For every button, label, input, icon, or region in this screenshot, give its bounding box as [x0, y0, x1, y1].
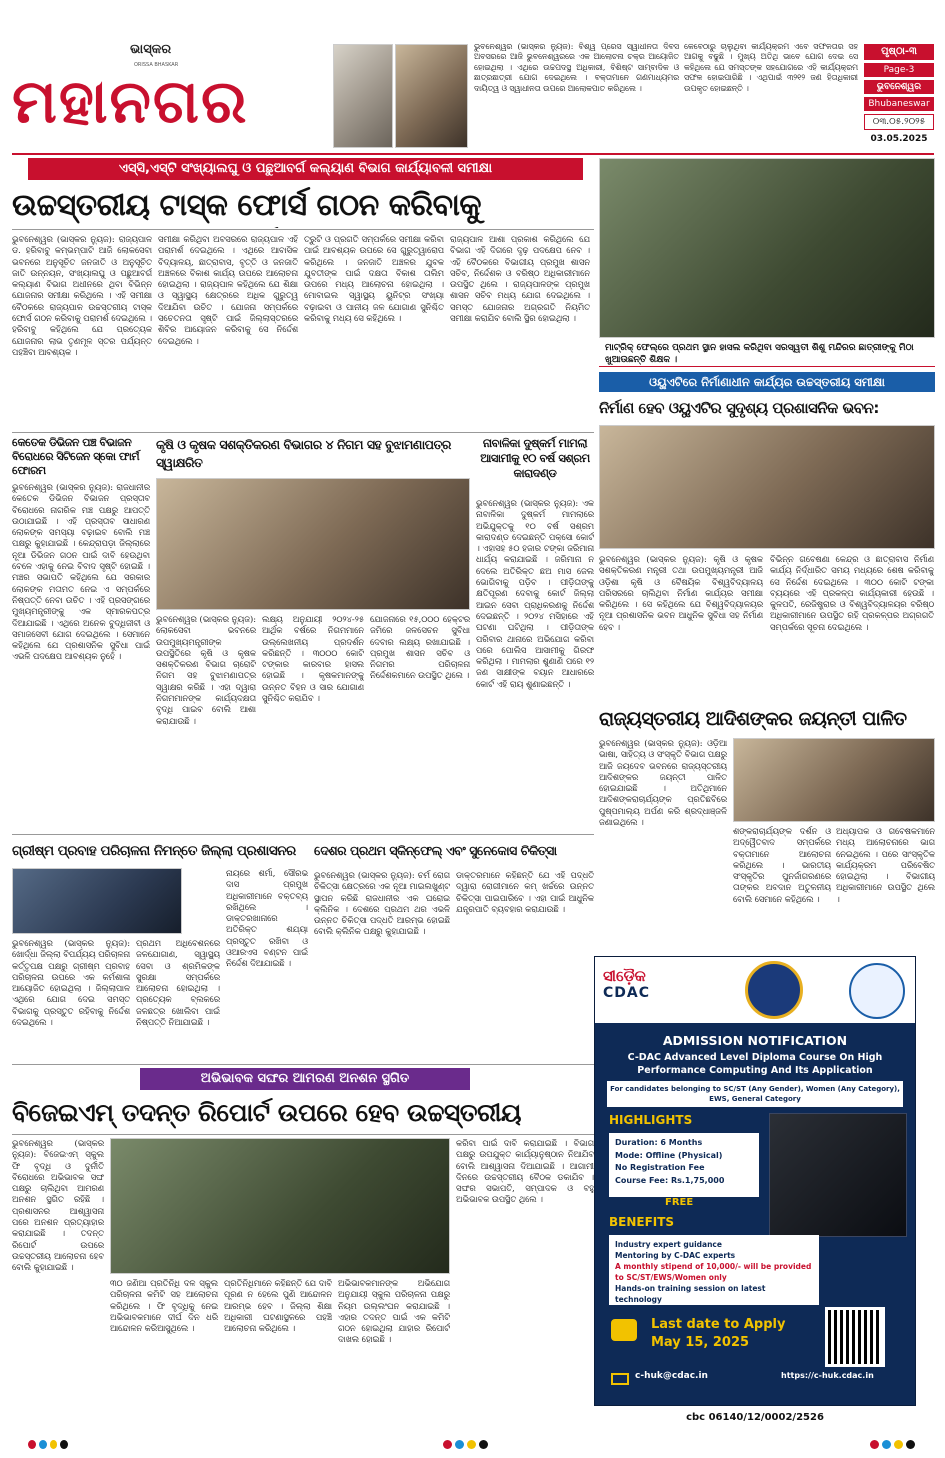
bjem-col1: ଭୁବନେଶ୍ୱର (ଭାସ୍କର ନ୍ୟୁଜ): ବିଜେଇଏମ୍ ସ୍କୁଲ ଫି ବୃଦ୍ଧି ଓ ଦୁର୍ନୀତି ବିରୋଧରେ ଅଭିଭାବକ ସଙ୍ଘ ପକ୍ଷରୁ ଚାଲିଥିବା ଆମରଣ ଅନଶନ ସ୍ଥଗିତ ରହିଛି । ପ୍ରଶାସନର ଆଶ୍ୱାସନା ପରେ ଅନଶନ ପ୍ରତ୍ୟାହାର କରାଯାଇଛି । ତଦନ୍ତ ରିପୋର୍ଟ ଉପରେ ଉଚ୍ଚସ୍ତରୀୟ ଆଲୋଚନା ହେବ ବୋଲି କୁହାଯାଇଛି ।	[12, 1138, 104, 1273]
side1-body: ଭୁବନେଶ୍ୱର (ଭାସ୍କର ନ୍ୟୁଜ): ରାଜଧାନୀର କେତେକ ଡିଭିଜନ ବିଭାଜନ ପ୍ରସ୍ତାବ ବିରୋଧରେ ନାଗରିକ ମଞ୍ଚ ପକ୍ଷରୁ ଆପତ୍ତି ଉଠାଯାଇଛି । ଏହି ପ୍ରସ୍ତାବ ସାଧାରଣ ଲୋକଙ୍କ ସମସ୍ୟା ବଢ଼ାଇବ ବୋଲି ମଞ୍ଚ ପକ୍ଷରୁ କୁହାଯାଇଛି । କେନ୍ଦ୍ରାପଡ଼ା ଜିଲ୍ଲାରେ ନୂଆ ଡିଭିଜନ ଗଠନ ପାଇଁ ଦାବି ହେଉଥିବା ବେଳେ ଏହାକୁ ନେଇ ବିବାଦ ସୃଷ୍ଟି ହୋଇଛି । ମଞ୍ଚର ସଭାପତି କହିଥିଲେ ଯେ ସରକାର ଲୋକଙ୍କ ମତାମତ ନେଇ ଏ ସମ୍ପର୍କରେ ନିଷ୍ପତ୍ତି ନେବା ଉଚିତ । ଏହି ପ୍ରସଙ୍ଗରେ ମୁଖ୍ୟମନ୍ତ୍ରୀଙ୍କୁ ଏକ ସ୍ମାରକପତ୍ର ଦିଆଯାଇଛି । ଏଥିରେ ଅନେକ ବୁଦ୍ଧିଜୀବୀ ଓ ସମାଜସେବୀ ଯୋଗ ଦେଇଥିଲେ । ସେମାନେ କହିଥିଲେ ଯେ ପ୍ରଶାସନିକ ସୁବିଧା ପାଇଁ ଏଭଳି ପଦକ୍ଷେପ ଆବଶ୍ୟକ ନୁହେଁ ।	[12, 482, 150, 662]
email-icon	[611, 1373, 629, 1385]
ad-highlight-item: No Registration Fee	[615, 1163, 705, 1172]
bjem-headline: ବିଜେଇଏମ୍ ତଦନ୍ତ ରିପୋର୍ଟ ଉପରେ ହେବ ଉଚ୍ଚସ୍ତରୀୟ	[12, 1098, 522, 1127]
ad-benefit-item: Mentoring by C-DAC experts	[615, 1251, 736, 1260]
story1-headline: ଉଚ୍ଚସ୍ତରୀୟ ଟାସ୍କ ଫୋର୍ସ ଗଠନ କରିବାକୁ	[12, 188, 482, 223]
registration-dot	[443, 1440, 452, 1449]
ouat-photo	[599, 425, 935, 549]
page-badge	[864, 44, 934, 148]
jayanti-headline: ରାଜ୍ୟସ୍ତରୀୟ ଆଦିଶଙ୍କର ଜୟନ୍ତୀ ପାଳିତ	[599, 708, 907, 730]
bjem-photo	[110, 1138, 450, 1274]
side2-headline: ନାବାଳିକା ଦୁଷ୍କର୍ମ ମାମଲା ଆସାମୀକୁ ୧୦ ବର୍ଷ ସଶ୍ରମ କାରାଦଣ୍ଡ	[480, 436, 590, 480]
jayanti-col2: ଶଙ୍କରାଚାର୍ଯ୍ୟଙ୍କ ଦର୍ଶନ ଓ ଅଦ୍ୱୈତବାଦ ସମ୍ପର୍କରେ ବକ୍ତାମାନେ ଆଲୋଚନା କରିଥିଲେ । ଭାରତୀୟ ସଂସ୍କୃତିର ପୁନର୍ଜାଗରଣରେ ତାଙ୍କର ଅବଦାନ ଅତୁଳନୀୟ ବୋଲି ସେମାନେ କହିଥିଲେ ।	[733, 826, 831, 904]
ad-subtitle: C-DAC Advanced Level Diploma Course On High Performance Computing And Its Application	[627, 1052, 883, 1076]
ouat-headline: ନିର୍ମାଣ ହେବ ଓୟୁଏଟିର ସୁଦୃଶ୍ୟ ପ୍ରଶାସନିକ ଭବନ:	[599, 399, 879, 417]
ad-device-image	[769, 1113, 907, 1237]
registration-dot	[870, 1440, 879, 1449]
krushi-col3: ଯୋଜନାରେ ୧୫,୦୦୦ ହେକ୍ଟର ଜମିରେ ଜଳସେଚନ ସୁବିଧା ଦେବାର ଲକ୍ଷ୍ୟ ରଖାଯାଇଛି । ପ୍ରମୁଖ ଶାସନ ସଚିବ ଓ ନିଗମର ପରିଚାଳନା ନିର୍ଦ୍ଦେଶକମାନେ ଉପସ୍ଥିତ ଥିଲେ ।	[370, 614, 470, 681]
ad-benefit-item: Industry expert guidance	[615, 1240, 722, 1249]
registration-dot	[39, 1440, 47, 1449]
cdac-logo-en: CDAC	[603, 985, 651, 1001]
ad-email: c-huk@cdac.in	[635, 1371, 708, 1381]
cdac-logo	[603, 967, 683, 1001]
clinic-headline: ଦେଶର ପ୍ରଥମ ସ୍କିନ୍‌ଫେଲ୍ ଏବଂ ସୁନେକୋସ ଚିକିତ୍ସା	[314, 843, 557, 858]
jayanti-col3: ଅଧ୍ୟାପକ ଓ ଗବେଷକମାନେ ମଧ୍ୟ ଆଲୋଚନାରେ ଭାଗ ନେଇଥିଲେ । ପରେ ସାଂସ୍କୃତିକ କାର୍ଯ୍ୟକ୍ରମ ପରିବେଷିତ ହୋଇଥିଲା । ବିଭାଗୀୟ ଅଧିକାରୀମାନେ ଉପସ୍ଥିତ ଥିଲେ ।	[836, 826, 935, 904]
bjem-col4: ଅଭିଭାବକମାନଙ୍କ ଅଭିଯୋଗ ଅନୁଯାୟୀ ସ୍କୁଲ ପରିଚାଳନା ପକ୍ଷରୁ ନିୟମ ଉଲ୍ଲଂଘନ କରାଯାଇଛି । ଏହାର ତଦନ୍ତ ପାଇଁ ଏକ କମିଟି ଗଠନ ହୋଇଥିଲା ଯାହାର ରିପୋର୍ଟ ଦାଖଲ ହୋଇଛି ।	[338, 1278, 450, 1345]
heat-photo	[12, 868, 182, 934]
ad-benefits-box	[609, 1235, 819, 1305]
top-strip-text-1: ଭୁବନେଶ୍ୱର (ଭାସ୍କର ନ୍ୟୁଜ): ବିଶ୍ୱ ପ୍ରେସ ସ୍ୱାଧୀନତା ଦିବସ ଅବସରରେ ଆଜି ଭୁବନେଶ୍ୱରରେ ଏକ ଆଲୋଚନା ଚକ୍ର ଆୟୋଜିତ ହୋଇଥିଲା । ଏଥିରେ ଉଚ୍ଚପଦସ୍ଥ ଅଧିକାରୀ, ବିଶିଷ୍ଟ ସାମ୍ବାଦିକ ଓ ଛାତ୍ରଛାତ୍ରୀ ଯୋଗ ଦେଇଥିଲେ । ବକ୍ତାମାନେ ଗଣମାଧ୍ୟମର ଦାୟିତ୍ୱ ଓ ସ୍ୱାଧୀନତା ଉପରେ ଆଲୋକପାତ କରିଥିଲେ ।	[474, 42, 679, 93]
cdac-ad-top	[595, 957, 915, 1023]
megaphone-icon	[611, 1319, 637, 1341]
registration-dot	[50, 1440, 58, 1449]
date-en: 03.05.2025	[870, 134, 928, 144]
jayanti-photo	[733, 738, 935, 822]
cdac-logo-or: ସୀଡ଼ୈକ	[603, 967, 646, 985]
krushi-col1: ଭୁବନେଶ୍ୱର (ଭାସ୍କର ନ୍ୟୁଜ): ଲୋକସେବା ଭବନରେ ଉପମୁଖ୍ୟମନ୍ତ୍ରୀଙ୍କ ଉପସ୍ଥିତିରେ କୃଷି ଓ କୃଷକ ସଶକ୍ତିକରଣ ବିଭାଗ ଚାରୋଟି ନିଗମ ସହ ବୁଝାମଣାପତ୍ର ସ୍ୱାକ୍ଷର କରିଛି । ଏହା ଦ୍ୱାରା ନିଗମମାନଙ୍କ କାର୍ଯ୍ୟଦକ୍ଷତା ବୃଦ୍ଧି ପାଇବ ବୋଲି ଆଶା କରାଯାଉଛି ।	[156, 614, 256, 726]
masthead-rule	[12, 153, 934, 155]
ad-benefits-title: BENEFITS	[609, 1215, 675, 1229]
registration-dot	[894, 1440, 903, 1449]
story1-col4: ରାଜ୍ୟପାଳ ଆଶା ପ୍ରକାଶ କରିଥିଲେ ଯେ ବିଭାଗ ଏହି ଦିଗରେ ଦୃଢ଼ ପଦକ୍ଷେପ ନେବ । ଏହି ବୈଠକରେ ବିଭାଗୀୟ ପ୍ରମୁଖ ଶାସନ ସଚିବ, ନିର୍ଦ୍ଦେଶକ ଓ ବରିଷ୍ଠ ଅଧିକାରୀମାନେ ଉପସ୍ଥିତ ଥିଲେ । ରାଜ୍ୟପାଳଙ୍କ ପ୍ରମୁଖ ଶାସନ ସଚିବ ମଧ୍ୟ ଯୋଗ ଦେଇଥିଲେ । ସମସ୍ତ ଯୋଜନାର ଅଗ୍ରଗତି ନିୟମିତ ସମୀକ୍ଷା କରାଯିବ ବୋଲି ସ୍ଥିର ହୋଇଥିଲା ।	[450, 234, 590, 324]
ad-benefit-item: A monthly stipend of 10,000/- will be provided to SC/ST/EWS/Women only	[615, 1262, 812, 1282]
reg-dot-center	[443, 1440, 503, 1450]
ouat-col1: ଭୁବନେଶ୍ୱର (ଭାସ୍କର ନ୍ୟୁଜ): କୃଷି ଓ କୃଷକ ସଶକ୍ତିକରଣ ମନ୍ତ୍ରୀ ତଥା ଉପମୁଖ୍ୟମନ୍ତ୍ରୀ ଆଜି ଓଡ଼ିଶା କୃଷି ଓ ବୈଷୟିକ ବିଶ୍ୱବିଦ୍ୟାଳୟ ପରିସରରେ ଚାଲିଥିବା ନିର୍ମାଣ କାର୍ଯ୍ୟର ସମୀକ୍ଷା କରିଥିଲେ । ସେ କହିଥିଲେ ଯେ ବିଶ୍ୱବିଦ୍ୟାଳୟର ନୂଆ ପ୍ରଶାସନିକ ଭବନ ଆଧୁନିକ ସୁବିଧା ସହ ନିର୍ମାଣ ହେବ ।	[599, 554, 763, 632]
ad-title: ADMISSION NOTIFICATION	[662, 1033, 848, 1048]
footer-registration-marks	[0, 1438, 945, 1452]
clinic-col1: ଭୁବନେଶ୍ୱର (ଭାସ୍କର ନ୍ୟୁଜ): ଚର୍ମ ରୋଗ ଚିକିତ୍ସା କ୍ଷେତ୍ରରେ ଏକ ନୂଆ ମାଇଲଖୁଣ୍ଟ ସ୍ଥାପନ କରିଛି ରାଜଧାନୀର ଏକ ଘରୋଇ କ୍ଲିନିକ । ଦେଶରେ ପ୍ରଥମ ଥର ଏଭଳି ଉନ୍ନତ ଚିକିତ୍ସା ପଦ୍ଧତି ଆରମ୍ଭ ହୋଇଛି ବୋଲି କ୍ଲିନିକ ପକ୍ଷରୁ କୁହାଯାଇଛି ।	[314, 870, 450, 937]
side1-headline: କେତେକ ଡିଭିଜନ ପଞ୍ଚ ବିଭାଜନ ବିରୋଧରେ ସିଟିଜେନ ସ୍କୋ ଫାର୍ମ ଫୋରମ	[12, 436, 140, 477]
ad-eligibility: For candidates belonging to SC/ST (Any Gender), Women (Any Category), EWS, General Category	[607, 1081, 903, 1107]
registration-dot	[906, 1440, 915, 1449]
ad-free-badge: FREE	[665, 1197, 694, 1208]
story1-kicker: ଏସ୍‌ସି,ଏସ୍‌ଟି ସଂଖ୍ୟାଲଘୁ ଓ ପଛୁଆବର୍ଗ କଲ୍ୟାଣ ବିଭାଗ କାର୍ଯ୍ୟାବଳୀ ସମୀକ୍ଷା	[28, 158, 583, 180]
seal-icon	[745, 961, 803, 1019]
bjem-col2: ୩୦ ଜଣିଆ ପ୍ରତିନିଧି ଦଳ ସ୍କୁଲ ପରିଚାଳନା କମିଟି ସହ ଆଲୋଚନା କରିଥିଲେ । ଫି ବୃଦ୍ଧିକୁ ନେଇ ଅଭିଭାବକମାନେ ଦୀର୍ଘ ଦିନ ଧରି ଆନ୍ଦୋଳନ କରିଆସୁଥିଲେ ।	[110, 1278, 218, 1334]
ad-highlights-box	[609, 1133, 759, 1197]
side1-rule	[12, 432, 594, 433]
page-number-or: ପୃଷ୍ଠା-୩	[864, 44, 934, 60]
heat-col2: ପ୍ରଥମ ଅଧିବେଶନରେ ଜଳଯୋଗାଣ, ସ୍ୱାସ୍ଥ୍ୟ ସେବା ଓ ଶ୍ରମିକଙ୍କ ସୁରକ୍ଷା ସମ୍ପର୍କରେ ଆଲୋଚନା ହୋଇଥିଲା । ପ୍ରତ୍ୟେକ ବ୍ଲକରେ ଜଳଛତ୍ର ଖୋଲିବା ପାଇଁ ନିଷ୍ପତ୍ତି ନିଆଯାଇଛି ।	[136, 938, 220, 1028]
bjem-rule	[12, 1134, 594, 1135]
top-photo-1	[333, 44, 393, 148]
ad-deadline-2: May 15, 2025	[651, 1335, 750, 1350]
registration-dot	[455, 1440, 464, 1449]
ad-code: cbc 06140/12/0002/2526	[686, 1412, 824, 1423]
ad-url: https://c-huk.cdac.in	[781, 1371, 874, 1380]
mid-rule	[12, 834, 594, 835]
bjem-kicker: ଅଭିଭାବକ ସଙ୍ଘର ଆମରଣ ଅନଶନ ସ୍ଥଗିତ	[140, 1068, 470, 1090]
reg-dot-right	[870, 1440, 930, 1450]
masthead-title: ମହାନଗର	[12, 67, 249, 137]
photo-students-caption: ମାଟ୍ରିକ୍ ଫେଲ୍‌ରେ ପ୍ରଥମ ସ୍ଥାନ ହାସଲ କରିଥିବା ସରସ୍ୱତୀ ଶିଶୁ ମନ୍ଦିରର ଛାତ୍ରୀଙ୍କୁ ମିଠା ଖୁଆଉଛନ୍ତି ଶିକ୍ଷକ ।	[605, 343, 914, 365]
ad-deadline-1: Last date to Apply	[651, 1317, 786, 1332]
ad-benefit-item: Hands-on training session on latest technology	[615, 1284, 766, 1304]
reg-dot-left	[28, 1440, 68, 1450]
brand-tag: ORISSA BHASKAR	[134, 62, 179, 68]
ad-highlight-item: Duration: 6 Months	[615, 1138, 703, 1147]
clinic-col2: ଡାକ୍ତରମାନେ କହିଛନ୍ତି ଯେ ଏହି ପଦ୍ଧତି ଦ୍ୱାରା ରୋଗୀମାନେ କମ୍ ଖର୍ଚ୍ଚରେ ଉନ୍ନତ ଚିକିତ୍ସା ପାଇପାରିବେ । ଏହା ପାଇଁ ଆଧୁନିକ ଯନ୍ତ୍ରପାତି ବ୍ୟବହାର କରାଯାଉଛି ।	[456, 870, 594, 914]
top-photo-2	[395, 44, 468, 148]
krushi-col2: ଲକ୍ଷ୍ୟ ଅନୁଯାୟୀ ୨୦୨୪-୨୫ ଆର୍ଥିକ ବର୍ଷରେ ନିଗମମାନେ ଉଲ୍ଲେଖନୀୟ ପ୍ରଦର୍ଶନ କରିଛନ୍ତି । ୩୦୦୦ କୋଟି ଟଙ୍କାର କାରବାର ହାସଲ ହୋଇଛି । କୃଷକମାନଙ୍କୁ ଉନ୍ନତ ବିହନ ଓ ସାର ଯୋଗାଣ ସୁନିଶ୍ଚିତ କରାଯିବ ।	[262, 614, 364, 704]
heat-col3: ନାୟରେ ଶର୍ମା, ସୌରଭ ଦାସ ପ୍ରମୁଖ ଅଧିକାରୀମାନେ ବକ୍ତବ୍ୟ ରଖିଥିଲେ । ଡାକ୍ତରଖାନାରେ ଅତିରିକ୍ତ ଶଯ୍ୟା ପ୍ରସ୍ତୁତ ରଖିବା ଓ ଓଆରଏସ ବଣ୍ଟନ ପାଇଁ ନିର୍ଦ୍ଦେଶ ଦିଆଯାଇଛି ।	[226, 868, 308, 969]
ad-highlight-item: Mode: Offline (Physical)	[615, 1150, 723, 1160]
registration-dot	[60, 1440, 68, 1449]
jayanti-col1: ଭୁବନେଶ୍ୱର (ଭାସ୍କର ନ୍ୟୁଜ): ଓଡ଼ିଆ ଭାଷା, ସାହିତ୍ୟ ଓ ସଂସ୍କୃତି ବିଭାଗ ପକ୍ଷରୁ ଆଜି ଜୟଦେବ ଭବନରେ ରାଜ୍ୟସ୍ତରୀୟ ଆଦିଶଙ୍କର ଜୟନ୍ତୀ ପାଳିତ ହୋଇଯାଇଛି । ଅତିଥିମାନେ ଆଦିଶଙ୍କରାଚାର୍ଯ୍ୟଙ୍କ ପ୍ରତିଛବିରେ ପୁଷ୍ପମାଲ୍ୟ ଅର୍ପଣ କରି ଶ୍ରଦ୍ଧାଞ୍ଜଳି ଜଣାଇଥିଲେ ।	[599, 738, 727, 828]
city-en: Bhubaneswar	[864, 97, 934, 111]
right-rule-1	[599, 366, 935, 367]
heat-headline: ଗ୍ରୀଷ୍ମ ପ୍ରବାହ ପରିଚାଳନା ନିମନ୍ତେ ଜିଲ୍ଲା ପ୍ରଶାସନର	[12, 843, 296, 859]
ouat-col2: ବିଭିନ୍ନ ଗବେଷଣା କେନ୍ଦ୍ର ଓ ଛାତ୍ରାବାସ ନିର୍ମାଣ କାର୍ଯ୍ୟ ନିର୍ଦ୍ଧାରିତ ସମୟ ମଧ୍ୟରେ ଶେଷ କରିବାକୁ ସେ ନିର୍ଦ୍ଦେଶ ଦେଇଥିଲେ । ୩୦୦ କୋଟି ଟଙ୍କା ବ୍ୟୟରେ ଏହି ପ୍ରକଳ୍ପ କାର୍ଯ୍ୟକାରୀ ହେଉଛି । କୁଳପତି, ରେଜିଷ୍ଟ୍ରାର ଓ ବିଶ୍ୱବିଦ୍ୟାଳୟର ବରିଷ୍ଠ ଅଧିକାରୀମାନେ ଉପସ୍ଥିତ ରହି ପ୍ରକଳ୍ପର ଅଗ୍ରଗତି ସମ୍ପର୍କରେ ସୂଚନା ଦେଇଥିଲେ ।	[770, 554, 934, 632]
story1-col3: ତ୍ରୁଟି ଓ ପ୍ରଗତି ସମ୍ପର୍କରେ ସମୀକ୍ଷା କରିବା ପାଇଁ ଆବଶ୍ୟକ ଉପରେ ସେ ଗୁରୁତ୍ୱାରୋପ କରିଥିଲେ । ଜନଜାତି ଅଞ୍ଚଳର ଯୁବକ ଯୁବତୀଙ୍କ ପାଇଁ ଦକ୍ଷତା ବିକାଶ ତାଲିମ ଉପରେ ମଧ୍ୟ ଆଲୋଚନା ହୋଇଥିଲା । ମୋବାଇଲ ସ୍ୱାସ୍ଥ୍ୟ ୟୁନିଟ୍‌ର ସଂଖ୍ୟା ବଢ଼ାଇବା ଓ ପାନୀୟ ଜଳ ଯୋଗାଣ ସୁନିଶ୍ଚିତ କରିବାକୁ ମଧ୍ୟ ସେ କହିଥିଲେ ।	[304, 234, 444, 324]
masthead	[12, 40, 322, 146]
photo-students	[599, 158, 935, 338]
registration-dot	[882, 1440, 891, 1449]
date-or: ୦୩.୦୫.୨୦୨୫	[864, 114, 934, 130]
side2-body: ଭୁବନେଶ୍ୱର (ଭାସ୍କର ନ୍ୟୁଜ): ଏକ ନାବାଳିକା ଦୁଷ୍କର୍ମ ମାମଲାରେ ଅଭିଯୁକ୍ତକୁ ୧୦ ବର୍ଷ ସଶ୍ରମ କାରାଦଣ୍ଡ ଦେଇଛନ୍ତି ପକ୍ସୋ କୋର୍ଟ । ଏହାସହ ୫୦ ହଜାର ଟଙ୍କା ଜରିମାନା ଧାର୍ଯ୍ୟ କରାଯାଇଛି । ଜରିମାନା ନ ଦେଲେ ଅତିରିକ୍ତ ଛଅ ମାସ ଜେଲ ଭୋଗିବାକୁ ପଡ଼ିବ । ପୀଡ଼ିତାଙ୍କୁ କ୍ଷତିପୂରଣ ଦେବାକୁ କୋର୍ଟ ଜିଲ୍ଲା ଆଇନ ସେବା ପ୍ରାଧିକରଣକୁ ନିର୍ଦ୍ଦେଶ ଦେଇଛନ୍ତି । ୨୦୨୪ ମସିହାରେ ଏହି ଘଟଣା ଘଟିଥିଲା । ପୀଡ଼ିତାଙ୍କ ପରିବାର ଥାନାରେ ଅଭିଯୋଗ କରିବା ପରେ ପୋଲିସ ଆସାମୀକୁ ଗିରଫ କରିଥିଲା । ମାମଲାର ଶୁଣାଣି ପରେ ୧୨ ଜଣ ସାକ୍ଷୀଙ୍କ ବୟାନ ଆଧାରରେ କୋର୍ଟ ଏହି ରାୟ ଶୁଣାଇଛନ୍ତି ।	[476, 498, 594, 689]
heat-col1: ଭୁବନେଶ୍ୱର (ଭାସ୍କର ନ୍ୟୁଜ): ଖୋର୍ଦ୍ଧା ଜିଲ୍ଲା ବିପର୍ଯ୍ୟୟ ପରିଚାଳନା କର୍ତ୍ତୃପକ୍ଷ ପକ୍ଷରୁ ଗ୍ରୀଷ୍ମ ପ୍ରବାହ ପରିଚାଳନା ଉପରେ ଏକ କର୍ମଶାଳା ଆୟୋଜିତ ହୋଇଥିଲା । ଜିଲ୍ଲାପାଳ ଏଥିରେ ଯୋଗ ଦେଇ ସମସ୍ତ ବିଭାଗକୁ ପ୍ରସ୍ତୁତ ରହିବାକୁ ନିର୍ଦ୍ଦେଶ ଦେଇଥିଲେ ।	[12, 938, 130, 1028]
city-or: ଭୁବନେଶ୍ୱର	[864, 80, 934, 94]
page-number-en: Page-3	[864, 63, 934, 77]
nsm-logo-icon	[849, 963, 905, 1019]
ad-highlight-item: Course Fee: Rs.1,75,000	[615, 1175, 725, 1185]
cdac-ad	[594, 956, 916, 1406]
registration-dot	[467, 1440, 476, 1449]
bjem-col5: କରିବା ପାଇଁ ଦାବି କରାଯାଇଛି । ବିଭାଗ ପକ୍ଷରୁ ଉପଯୁକ୍ତ କାର୍ଯ୍ୟାନୁଷ୍ଠାନ ନିଆଯିବ ବୋଲି ଆଶ୍ୱାସନା ଦିଆଯାଇଛି । ଆଗାମୀ ଦିନରେ ଉଚ୍ଚସ୍ତରୀୟ ବୈଠକ ଡକାଯିବ । ସଙ୍ଘର ସଭାପତି, ସମ୍ପାଦକ ଓ ବହୁ ଅଭିଭାବକ ଉପସ୍ଥିତ ଥିଲେ ।	[456, 1138, 594, 1205]
story1-rule	[12, 229, 594, 230]
registration-dot	[479, 1440, 488, 1449]
brand-small: ଭାସ୍କର	[130, 42, 172, 57]
qr-code-icon	[825, 1307, 885, 1367]
story1-col2: ସମୀକ୍ଷା କରିଥିବା ଅବସରରେ ରାଜ୍ୟପାଳ ଏହି ପରାମର୍ଶ ଦେଇଥିଲେ । ଏଥିରେ ଆବାସିକ ବିଦ୍ୟାଳୟ, ଛାତ୍ରାବାସ, ବୃତ୍ତି ଓ ଜନଜାତି ଅଞ୍ଚଳରେ ବିକାଶ କାର୍ଯ୍ୟ ଉପରେ ଆଲୋଚନା ହୋଇଥିଲା । ରାଜ୍ୟପାଳ କହିଥିଲେ ଯେ ଶିକ୍ଷା ଓ ସ୍ୱାସ୍ଥ୍ୟ କ୍ଷେତ୍ରରେ ଅଧିକ ଗୁରୁତ୍ୱ ଦିଆଯିବା ଉଚିତ । ଯୋଜନା ସମ୍ପର୍କରେ ସଚେତନତା ସୃଷ୍ଟି ପାଇଁ ଜିଲ୍ଲାସ୍ତରରେ ଶିବିର ଆୟୋଜନ କରିବାକୁ ସେ ନିର୍ଦ୍ଦେଶ ଦେଇଥିଲେ ।	[158, 234, 298, 346]
bjem-col3: ପ୍ରତିନିଧିମାନେ କହିଛନ୍ତି ଯେ ଦାବି ପୂରଣ ନ ହେଲେ ପୁଣି ଆନ୍ଦୋଳନ ଆରମ୍ଭ ହେବ । ଜିଲ୍ଲା ଶିକ୍ଷା ଅଧିକାରୀ ଘଟଣାସ୍ଥଳରେ ପହଞ୍ଚି ଆଲୋଚନା କରିଥିଲେ ।	[224, 1278, 332, 1334]
ouat-kicker: ଓୟୁଏଟିରେ ନିର୍ମାଣାଧୀନ କାର୍ଯ୍ୟର ଉଚ୍ଚସ୍ତରୀୟ ସମୀକ୍ଷା	[599, 372, 935, 392]
story1-col1: ଭୁବନେଶ୍ୱର (ଭାସ୍କର ନ୍ୟୁଜ): ରାଜ୍ୟପାଳ ଡ. ହରିବାବୁ କମ୍ଭମ୍ପାଟି ଆଜି ଲୋକସେବା ଭବନରେ ଅନୁସୂଚିତ ଜନଜାତି ଓ ଅନୁସୂଚିତ ଜାତି ଉନ୍ନୟନ, ସଂଖ୍ୟାଲଘୁ ଓ ପଛୁଆବର୍ଗ କଲ୍ୟାଣ ବିଭାଗ ଅଧୀନରେ ଥିବା ବିଭିନ୍ନ ଯୋଜନାର ସମୀକ୍ଷା କରିଥିଲେ । ଏହି ସମୀକ୍ଷା ବୈଠକରେ ରାଜ୍ୟପାଳ ଉଚ୍ଚସ୍ତରୀୟ ଟାସ୍କ ଫୋର୍ସ ଗଠନ କରିବାକୁ ପରାମର୍ଶ ଦେଇଥିଲେ । ହରିବାବୁ କହିଥିଲେ ଯେ ପ୍ରତ୍ୟେକ ଯୋଜନାର ଲାଭ ତୃଣମୂଳ ସ୍ତର ପର୍ଯ୍ୟନ୍ତ ପହଞ୍ଚିବା ଆବଶ୍ୟକ ।	[12, 234, 152, 357]
krushi-photo	[156, 478, 470, 610]
ad-highlights-title: HIGHLIGHTS	[609, 1113, 693, 1127]
top-strip-text-2: କେବେଠାରୁ ଚାଲୁଥିବା କାର୍ଯ୍ୟକ୍ରମ ଏବେ ସଫଳତାର ସହ ଆଗକୁ ବଢୁଛି । ମୁଖ୍ୟ ଅତିଥି ଭାବେ ଯୋଗ ଦେଇ ସେ କହିଥିଲେ ଯେ ସମସ୍ତଙ୍କ ସହଯୋଗରେ ଏହି କାର୍ଯ୍ୟକ୍ରମ ସଫଳ ହୋଇପାରିଛି । ଏଥିପାଇଁ ୩୨୧୨ ଜଣ ହିତାଧିକାରୀ ଉପକୃତ ହୋଇଛନ୍ତି ।	[684, 42, 858, 93]
krushi-headline: କୃଷି ଓ କୃଷକ ସଶକ୍ତିକରଣ ବିଭାଗର ୪ ନିଗମ ସହ ବୁଝାମଣାପତ୍ର ସ୍ୱାକ୍ଷରିତ	[156, 437, 451, 470]
registration-dot	[28, 1440, 36, 1449]
lower-rule	[12, 1064, 594, 1065]
